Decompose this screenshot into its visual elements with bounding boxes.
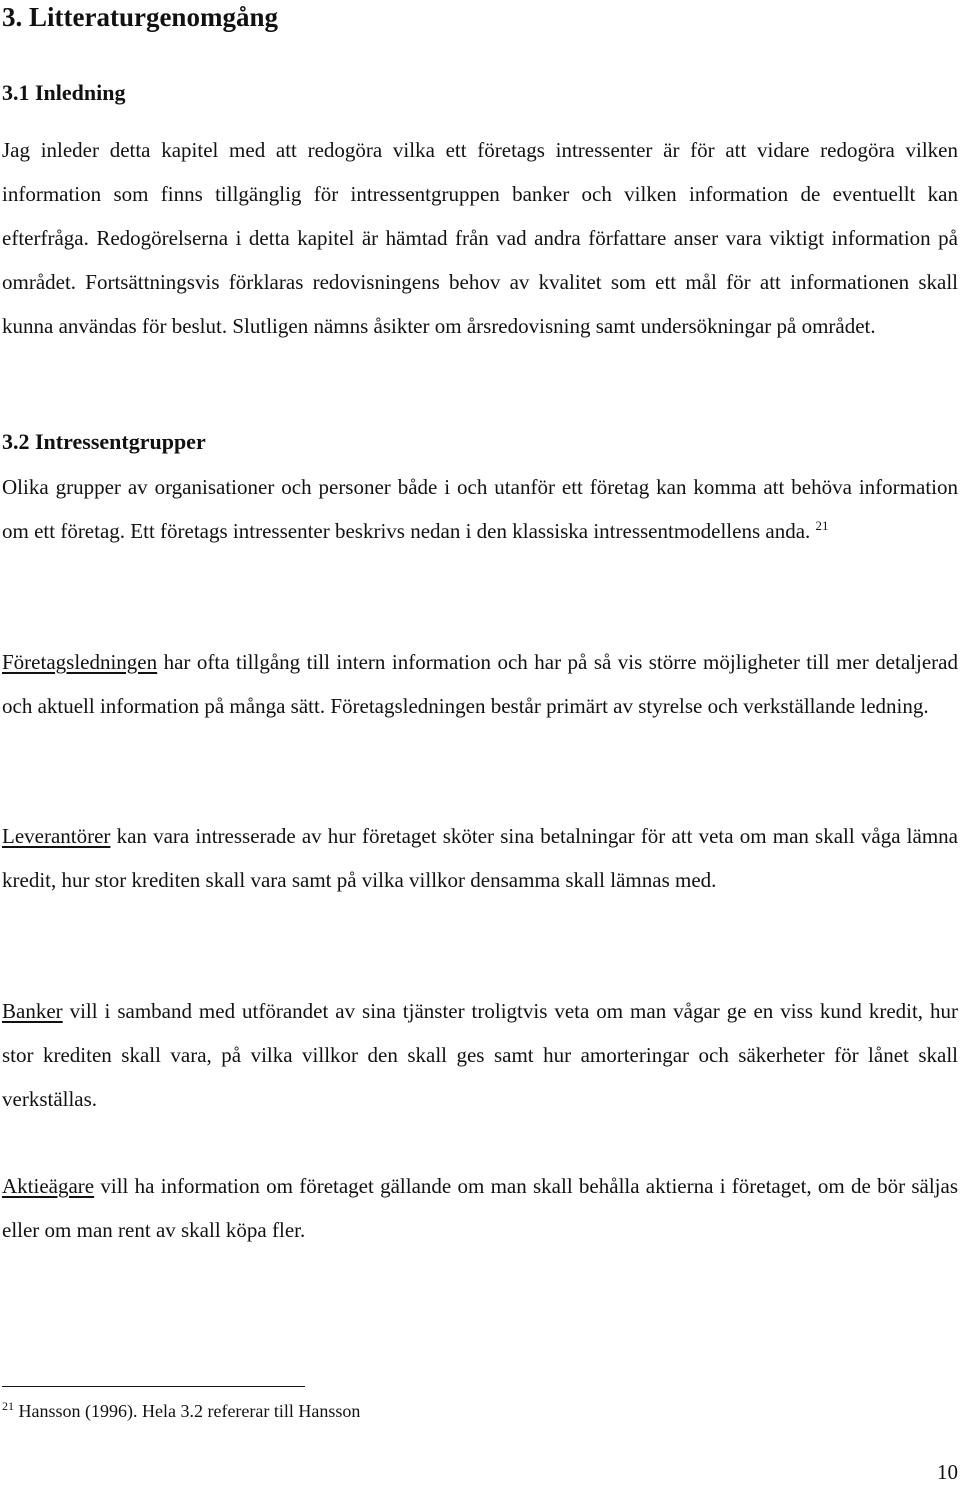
footnote-reference: 21 [815, 518, 829, 533]
paragraph-banker [2, 989, 958, 1121]
paragraph-inledning: Jag inleder detta kapitel med att redogöra vilka ett företags intressenter är för att vidare redogöra vilken information som finns tillgänglig för intressentgruppen banker och vilken information de eventuellt kan efterfråga. Redogörelserna i detta kapitel är hämtad från vad andra författare anser vara viktigt information på området. Fortsättningsvis förklaras redovisningens behov av kvalitet som ett mål för att informationen skall kunna användas för beslut. Slutligen nämns åsikter om årsredovisning samt undersökningar på området. [2, 138, 958, 338]
footnote-number: 21 [2, 1399, 14, 1413]
term-leverantorer: Leverantörer [2, 824, 111, 848]
footnote-text: Hansson (1996). Hela 3.2 refererar till Hansson [14, 1401, 361, 1421]
chapter-title: 3. Litteraturgenomgång [2, 2, 278, 32]
text-foretagsledningen: har ofta tillgång till intern information och har på så vis större möjligheter till mer detaljerad och aktuell information på många sätt. Företagsledningen består primärt av styrelse och verkställande ledning. [2, 650, 958, 718]
text-leverantorer: kan vara intresserade av hur företaget sköter sina betalningar för att veta om man skall våga lämna kredit, hur stor krediten skall vara samt på vilka villkor densamma skall lämnas med. [2, 824, 958, 892]
paragraph-foretagsledningen [2, 640, 958, 728]
section-heading-inledning: 3.1 Inledning [2, 80, 126, 105]
term-foretagsledningen: Företagsledningen [2, 650, 158, 674]
footnote [2, 1398, 360, 1424]
footnote-divider [2, 1386, 305, 1387]
text-banker: vill i samband med utförandet av sina tjänster troligtvis veta om man vågar ge en viss kund kredit, hur stor krediten skall vara, på vilka villkor den skall ges samt hur amorteringar och säkerheter för lånet skall verkställas. [2, 999, 958, 1111]
page-number: 10 [937, 1460, 958, 1484]
text-aktieagare: vill ha information om företaget gällande om man skall behålla aktierna i företaget, om de bör säljas eller om man rent av skall köpa fler. [2, 1174, 958, 1242]
paragraph-aktieagare [2, 1164, 958, 1252]
intro-text: Olika grupper av organisationer och personer både i och utanför ett företag kan komma att behöva information om ett företag. Ett företags intressenter beskrivs nedan i den klassiska intressentmodellens anda. [2, 475, 958, 543]
term-aktieagare: Aktieägare [2, 1174, 95, 1198]
section-heading-intressentgrupper: 3.2 Intressentgrupper [2, 429, 206, 454]
paragraph-intressentgrupper-intro [2, 465, 958, 553]
paragraph-leverantorer [2, 814, 958, 902]
term-banker: Banker [2, 999, 63, 1023]
